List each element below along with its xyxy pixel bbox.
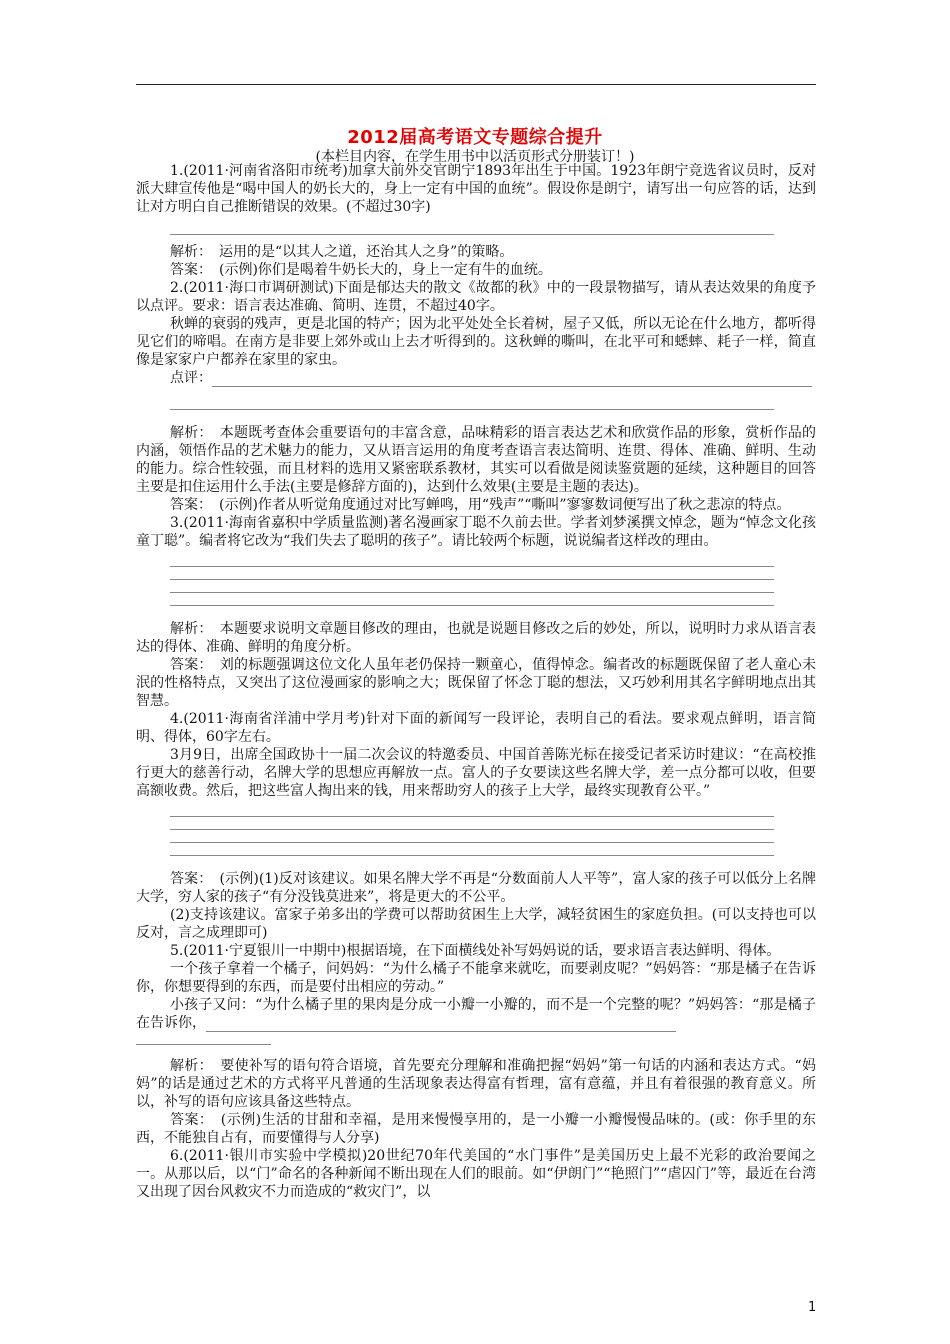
question-1-analysis: 解析： 运用的是“以其人之道，还治其人之身”的策略。 (170, 244, 514, 260)
question-2-stem: 2.(2011·海口市调研测试)下面是郁达夫的散文《故都的秋》中的一段景物描写，请从表达效果的角度予以点评。要求：语言表达准确、简明、连贯，不超过40字。 (136, 280, 816, 314)
answer-line[interactable] (170, 556, 774, 567)
question-1-stem: 1.(2011·河南省洛阳市统考)加拿大前外交官朗宁1893年出生于中国。1923年朗宁竞选省议员时，反对派大肆宣传他是“喝中国人的奶长大的，身上一定有中国的血统”。假设你是朗宁，请写出一句应答的话，达到让对方明白自己推断错误的效果。(不超过30字) (136, 163, 816, 215)
question-5-stem: 5.(2011·宁夏银川一中期中)根据语境，在下面横线处补写妈妈说的话，要求语言表达鲜明、得体。 (170, 943, 781, 959)
question-4-stem: 4.(2011·海南省洋浦中学月考)针对下面的新闻写一段评论，表明自己的看法。要求观点鲜明，语言简明、得体，60字左右。 (136, 711, 816, 745)
question-3-stem: 3.(2011·海南省嘉积中学质量监测)著名漫画家丁聪不久前去世。学者刘梦溪撰文悼念，题为“悼念文化孩童丁聪”。编者将它改为“我们失去了聪明的孩子”。请比较两个标题，说说编者这样改的理由。 (136, 515, 816, 549)
page-number: 1 (808, 1300, 817, 1315)
question-5-passage-1: 一个孩子拿着一个橘子，问妈妈：“为什么橘子不能拿来就吃，而要剥皮呢？”妈妈答：“那是橘子在告诉你，你想要得到的东西，而是要付出相应的劳动。” (136, 961, 816, 995)
document-subtitle: (本栏目内容，在学生用书中以活页形式分册装订！) (315, 149, 635, 165)
answer-line[interactable] (170, 595, 774, 606)
document-body (136, 162, 816, 1201)
question-3-answer: 答案： 刘的标题强调这位文化人虽年老仍保持一颗童心，值得悼念。编者改的标题既保留了老人童心未泯的性格特点，又突出了这位漫画家的影响之大；既保留了怀念丁聪的想法，又巧妙利用其名字鲜明地点出其智慧。 (136, 657, 816, 709)
question-6-stem: 6.(2011·银川市实验中学模拟)20世纪70年代美国的“水门事件”是美国历史上最不光彩的政治要闻之一。从那以后，以“门”命名的各种新闻不断出现在人们的眼前。如“伊朗门”“艳照门”“虐囚门”等，最近在台湾又出现了因台风救灾不力而造成的“救灾门”，以 (136, 1148, 816, 1200)
question-2-analysis: 解析： 本题既考查体会重要语句的丰富含意，品味精彩的语言表达艺术和欣赏作品的形象，赏析作品的内涵，领悟作品的艺术魅力的能力，又从语言运用的角度考查语言表达简明、连贯、得体、准确、鲜明、生动的能力。综合性较强，而且材料的选用又紧密联系教材，其实可以看做是阅读鉴赏题的延续，这种题目的回答主要是扣住运用什么手法(主要是修辞方面的)，达到什么效果(主要是主题的表达)。 (136, 425, 816, 495)
answer-line[interactable] (170, 569, 774, 580)
question-4-answer-1: 答案： (示例)(1)反对该建议。如果名牌大学不再是“分数面前人人平等”，富人家的孩子可以低分上名牌大学，穷人家的孩子“有分没钱莫进来”，将是更大的不公平。 (136, 871, 816, 905)
answer-line[interactable] (170, 832, 774, 843)
question-5-prompt: 小孩子又问：“为什么橘子里的果肉是分成一小瓣一小瓣的，而不是一个完整的呢？”妈妈答：“那是橘子在告诉你， (136, 997, 816, 1031)
comment-label: 点评： (170, 370, 212, 386)
question-4-answer-2: (2)支持该建议。富家子弟多出的学费可以帮助贫困生上大学，减轻贫困生的家庭负担。(可以支持也可以反对，言之成理即可) (136, 907, 816, 941)
answer-line[interactable] (170, 224, 774, 235)
answer-line[interactable] (170, 399, 774, 410)
answer-line[interactable] (170, 806, 774, 817)
answer-line[interactable] (170, 582, 774, 593)
header-rule (136, 84, 816, 85)
question-3-analysis: 解析： 本题要求说明文章题目修改的理由，也就是说题目修改之后的妙处，所以，说明时力求从语言表达的得体、准确、鲜明的角度分析。 (136, 621, 816, 655)
question-1-answer: 答案： (示例)你们是喝着牛奶长大的，身上一定有牛的血统。 (170, 262, 552, 278)
comment-fill-line[interactable] (212, 386, 812, 387)
question-5-answer: 答案： (示例)生活的甘甜和幸福，是用来慢慢享用的，是一小瓣一小瓣慢慢品味的。(或：你手里的东西，不能独自占有，而要懂得与人分享) (136, 1112, 816, 1146)
document-title: 2012届高考语文专题综合提升 (347, 127, 603, 148)
question-2-passage: 秋蝉的衰弱的残声，更是北国的特产；因为北平处处全长着树，屋子又低，所以无论在什么地方，都听得见它们的啼唱。在南方是非要上郊外或山上去才听得到的。这秋蝉的嘶叫，在北平可和蟋蟀、耗子一样，简直像是家家户户都养在家里的家虫。 (136, 316, 816, 368)
fill-in-blank-continuation[interactable] (136, 1034, 271, 1045)
question-2-answer: 答案： (示例)作者从听觉角度通过对比写蝉鸣，用“残声”“嘶叫”寥寥数词便写出了秋之悲凉的特点。 (170, 497, 791, 513)
answer-line[interactable] (170, 819, 774, 830)
question-5-analysis: 解析： 要使补写的语句符合语境，首先要充分理解和准确把握“妈妈”第一句话的内涵和表达方式。“妈妈”的话是通过艺术的方式将平凡普通的生活现象表达得富有哲理，富有意蕴，并且有着很强的教育意义。所以，补写的语句应该具备这些特点。 (136, 1058, 816, 1110)
question-5-passage-2 (136, 996, 816, 1032)
question-2-comment-row (136, 369, 816, 387)
question-4-passage: 3月9日，出席全国政协十一届二次会议的特邀委员、中国首善陈光标在接受记者采访时建议：“在高校推行更大的慈善行动，名牌大学的思想应再解放一点。富人的子女要读这些名牌大学，差一点分都可以收，但要高额收费。然后，把这些富人掏出来的钱，用来帮助穷人的孩子上大学，最终实现教育公平。” (136, 747, 816, 799)
fill-in-blank[interactable] (206, 1031, 676, 1032)
answer-line[interactable] (170, 845, 774, 856)
